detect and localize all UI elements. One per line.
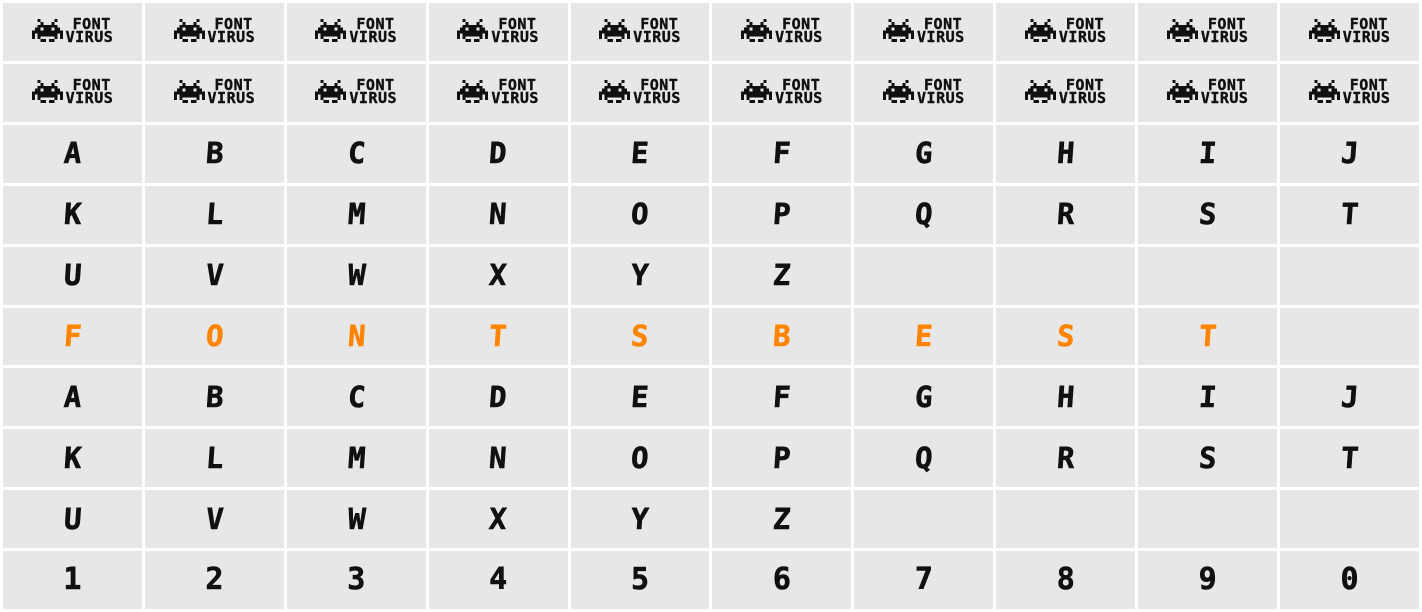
glyph-cell	[3, 429, 142, 487]
logo-text-line1: FONT	[782, 75, 821, 94]
glyph-4: 4	[489, 562, 508, 598]
glyph-9: 9	[1198, 562, 1217, 598]
logo-cell	[712, 3, 851, 61]
logo-cell	[571, 3, 710, 61]
glyph-cell	[429, 490, 568, 548]
glyph-cell	[3, 308, 142, 366]
empty-cell	[1138, 490, 1277, 548]
glyph-cell	[854, 186, 993, 244]
logo-text-line1: FONT	[498, 75, 537, 94]
glyph-a: A	[62, 136, 83, 171]
glyph-p: P	[772, 197, 792, 232]
glyph-cell	[429, 125, 568, 183]
glyph-cell	[1138, 551, 1277, 609]
glyph-f: F	[772, 136, 792, 171]
fontvirus-logo	[1025, 14, 1107, 46]
space-invader-icon	[741, 19, 772, 42]
logo-text	[1342, 14, 1391, 46]
glyph-r: R	[1055, 197, 1076, 232]
glyph-t: T	[488, 318, 509, 353]
logo-cell	[287, 64, 426, 122]
glyph-cell	[712, 429, 851, 487]
glyph-h: H	[1055, 136, 1076, 171]
logo-text-line1: FONT	[356, 75, 395, 94]
glyph-cell	[145, 247, 284, 305]
glyph-cell	[429, 368, 568, 426]
glyph-c: C	[346, 379, 367, 414]
logo-text-line1: FONT	[1349, 14, 1388, 33]
glyph-v: V	[204, 501, 225, 536]
logo-text-line1: FONT	[72, 14, 111, 33]
glyph-b: B	[204, 379, 225, 414]
logo-text	[633, 75, 681, 107]
glyph-s: S	[1197, 440, 1218, 475]
glyph-cell	[3, 247, 142, 305]
logo-text	[1058, 14, 1107, 46]
logo-text	[349, 14, 398, 46]
glyph-i: I	[1197, 379, 1218, 414]
glyph-cell	[854, 308, 993, 366]
glyph-cell	[996, 308, 1135, 366]
glyph-s: S	[630, 318, 650, 353]
glyph-cell	[145, 308, 284, 366]
logo-text-line2: VIRUS	[917, 88, 965, 107]
logo-text-line1: FONT	[1065, 75, 1105, 94]
empty-cell	[996, 490, 1135, 548]
glyph-cell	[854, 429, 993, 487]
logo-text-line1: FONT	[640, 75, 679, 94]
fontvirus-logo	[1025, 75, 1107, 107]
space-invader-icon	[174, 80, 205, 103]
empty-cell	[854, 247, 993, 305]
logo-cell	[287, 3, 426, 61]
glyph-cell	[145, 551, 284, 609]
glyph-cell	[287, 368, 426, 426]
glyph-e: E	[630, 379, 650, 414]
glyph-cell	[1280, 429, 1419, 487]
glyph-0: 0	[1340, 562, 1359, 598]
fontvirus-logo	[741, 75, 823, 107]
glyph-cell	[1138, 308, 1277, 366]
logo-text	[1200, 14, 1249, 46]
glyph-cell	[996, 125, 1135, 183]
glyph-s: S	[1055, 318, 1076, 353]
glyph-q: Q	[913, 440, 934, 475]
fontvirus-logo	[1167, 14, 1249, 46]
glyph-y: Y	[630, 501, 650, 536]
glyph-d: D	[488, 136, 509, 171]
glyph-t: T	[1197, 318, 1218, 353]
glyph-cell	[712, 551, 851, 609]
fontvirus-logo	[457, 75, 539, 107]
glyph-f: F	[772, 379, 792, 414]
glyph-d: D	[488, 379, 509, 414]
glyph-cell	[854, 368, 993, 426]
glyph-cell	[712, 490, 851, 548]
fontvirus-logo	[883, 14, 965, 46]
space-invader-icon	[741, 80, 772, 103]
glyph-t: T	[1339, 440, 1360, 475]
glyph-o: O	[204, 318, 225, 353]
logo-cell	[3, 3, 142, 61]
glyph-6: 6	[772, 562, 791, 598]
logo-text-line2: VIRUS	[633, 88, 681, 107]
logo-cell	[1280, 64, 1419, 122]
glyph-j: J	[1339, 136, 1360, 171]
empty-cell	[996, 247, 1135, 305]
glyph-cell	[287, 308, 426, 366]
logo-cell	[429, 3, 568, 61]
glyph-x: X	[488, 501, 509, 536]
logo-text	[491, 14, 539, 46]
logo-cell	[854, 3, 993, 61]
glyph-cell	[429, 429, 568, 487]
glyph-e: E	[630, 136, 650, 171]
fontvirus-logo	[32, 75, 114, 107]
glyph-cell	[3, 490, 142, 548]
glyph-i: I	[1197, 136, 1218, 171]
space-invader-icon	[457, 80, 488, 103]
glyph-cell	[3, 125, 142, 183]
logo-text-line2: VIRUS	[1200, 27, 1249, 46]
space-invader-icon	[315, 19, 346, 42]
logo-cell	[712, 64, 851, 122]
glyph-5: 5	[631, 562, 650, 598]
space-invader-icon	[883, 19, 914, 42]
glyph-n: N	[488, 440, 509, 475]
glyph-cell	[1138, 125, 1277, 183]
fontvirus-logo	[741, 14, 823, 46]
logo-cell	[1280, 3, 1419, 61]
glyph-cell	[287, 125, 426, 183]
empty-cell	[1280, 308, 1419, 366]
glyph-j: J	[1339, 379, 1360, 414]
glyph-a: A	[62, 379, 83, 414]
logo-text-line2: VIRUS	[1058, 88, 1107, 107]
space-invader-icon	[1025, 19, 1056, 42]
space-invader-icon	[1167, 80, 1198, 103]
space-invader-icon	[315, 80, 346, 103]
fontvirus-logo	[599, 75, 681, 107]
glyph-cell	[145, 490, 284, 548]
fontvirus-logo	[315, 75, 398, 107]
glyph-cell	[996, 368, 1135, 426]
logo-cell	[996, 64, 1135, 122]
logo-text-line1: FONT	[782, 14, 821, 33]
glyph-h: H	[1055, 379, 1076, 414]
fontvirus-logo	[457, 14, 539, 46]
glyph-u: U	[62, 258, 83, 293]
glyph-cell	[571, 551, 710, 609]
logo-text-line2: VIRUS	[65, 27, 114, 46]
empty-cell	[1138, 247, 1277, 305]
glyph-n: N	[346, 318, 367, 353]
logo-text-line2: VIRUS	[491, 27, 539, 46]
glyph-cell	[571, 125, 710, 183]
glyph-w: W	[346, 258, 367, 293]
space-invader-icon	[1167, 19, 1198, 42]
logo-text	[775, 14, 823, 46]
logo-text	[65, 75, 114, 107]
glyph-s: S	[1197, 197, 1218, 232]
glyph-cell	[996, 186, 1135, 244]
logo-text	[491, 75, 539, 107]
space-invader-icon	[174, 19, 205, 42]
logo-text-line2: VIRUS	[633, 27, 681, 46]
glyph-cell	[1138, 368, 1277, 426]
glyph-cell	[571, 308, 710, 366]
glyph-cell	[3, 368, 142, 426]
glyph-1: 1	[63, 562, 82, 598]
glyph-cell	[712, 247, 851, 305]
glyph-cell	[712, 308, 851, 366]
logo-text-line2: VIRUS	[1342, 88, 1391, 107]
glyph-k: K	[62, 197, 83, 232]
logo-text	[917, 75, 965, 107]
fontvirus-logo	[1309, 14, 1391, 46]
glyph-cell	[145, 429, 284, 487]
glyph-cell	[287, 490, 426, 548]
glyph-7: 7	[914, 562, 933, 598]
glyph-u: U	[62, 501, 83, 536]
fontvirus-logo	[174, 75, 256, 107]
space-invader-icon	[1025, 80, 1056, 103]
logo-text-line2: VIRUS	[1058, 27, 1107, 46]
glyph-cell	[1138, 186, 1277, 244]
glyph-e: E	[913, 318, 934, 353]
logo-text	[349, 75, 398, 107]
glyph-t: T	[1339, 197, 1360, 232]
fontvirus-logo	[174, 14, 256, 46]
glyph-g: G	[913, 136, 934, 171]
glyph-z: Z	[772, 501, 792, 536]
glyph-cell	[429, 186, 568, 244]
glyph-y: Y	[630, 258, 650, 293]
glyph-cell	[429, 247, 568, 305]
glyph-cell	[571, 490, 710, 548]
logo-text-line2: VIRUS	[491, 88, 539, 107]
glyph-c: C	[346, 136, 367, 171]
logo-text-line2: VIRUS	[917, 27, 965, 46]
logo-text	[1200, 75, 1249, 107]
fontvirus-logo	[315, 14, 398, 46]
glyph-8: 8	[1056, 562, 1075, 598]
logo-text-line1: FONT	[1065, 14, 1105, 33]
fontvirus-logo	[599, 14, 681, 46]
logo-text-line1: FONT	[1207, 14, 1246, 33]
empty-cell	[1280, 490, 1419, 548]
glyph-cell	[571, 186, 710, 244]
logo-text	[917, 14, 965, 46]
glyph-cell	[3, 551, 142, 609]
glyph-cell	[1280, 368, 1419, 426]
space-invader-icon	[457, 19, 488, 42]
logo-cell	[571, 64, 710, 122]
logo-cell	[996, 3, 1135, 61]
glyph-cell	[145, 125, 284, 183]
fontvirus-logo	[32, 14, 114, 46]
glyph-g: G	[913, 379, 934, 414]
glyph-2: 2	[205, 562, 224, 598]
glyph-cell	[712, 125, 851, 183]
space-invader-icon	[32, 80, 63, 103]
logo-text	[1058, 75, 1107, 107]
logo-text	[207, 75, 256, 107]
logo-text-line2: VIRUS	[1200, 88, 1249, 107]
glyph-m: M	[346, 197, 367, 232]
glyph-b: B	[772, 318, 792, 353]
glyph-cell	[1280, 125, 1419, 183]
logo-cell	[854, 64, 993, 122]
logo-text-line1: FONT	[214, 14, 253, 33]
glyph-cell	[1280, 551, 1419, 609]
logo-text	[1342, 75, 1391, 107]
logo-text-line1: FONT	[214, 75, 253, 94]
glyph-cell	[1138, 429, 1277, 487]
logo-text	[775, 75, 823, 107]
glyph-cell	[571, 368, 710, 426]
space-invader-icon	[599, 19, 630, 42]
logo-text-line2: VIRUS	[775, 27, 823, 46]
glyph-m: M	[346, 440, 367, 475]
space-invader-icon	[1309, 80, 1340, 103]
logo-text	[633, 14, 681, 46]
glyph-b: B	[204, 136, 225, 171]
glyph-cell	[287, 186, 426, 244]
logo-text-line1: FONT	[72, 75, 111, 94]
glyph-v: V	[204, 258, 225, 293]
glyph-w: W	[346, 501, 367, 536]
glyph-n: N	[488, 197, 509, 232]
logo-text	[207, 14, 256, 46]
glyph-cell	[712, 368, 851, 426]
space-invader-icon	[599, 80, 630, 103]
fontvirus-logo	[1167, 75, 1249, 107]
glyph-z: Z	[772, 258, 792, 293]
glyph-k: K	[62, 440, 83, 475]
glyph-cell	[996, 551, 1135, 609]
logo-text-line2: VIRUS	[207, 27, 256, 46]
glyph-q: Q	[913, 197, 934, 232]
glyph-cell	[145, 186, 284, 244]
glyph-l: L	[204, 197, 225, 232]
glyph-o: O	[630, 440, 650, 475]
glyph-3: 3	[347, 562, 366, 598]
logo-text-line1: FONT	[924, 14, 963, 33]
logo-text-line2: VIRUS	[207, 88, 256, 107]
glyph-x: X	[488, 258, 509, 293]
empty-cell	[854, 490, 993, 548]
logo-text-line2: VIRUS	[349, 88, 398, 107]
glyph-cell	[571, 429, 710, 487]
logo-text-line2: VIRUS	[775, 88, 823, 107]
glyph-o: O	[630, 197, 650, 232]
fontvirus-logo	[883, 75, 965, 107]
glyph-r: R	[1055, 440, 1076, 475]
glyph-f: F	[62, 318, 83, 353]
space-invader-icon	[883, 80, 914, 103]
logo-text-line2: VIRUS	[65, 88, 114, 107]
logo-cell	[1138, 3, 1277, 61]
glyph-p: P	[772, 440, 792, 475]
fontvirus-logo	[1309, 75, 1391, 107]
logo-cell	[145, 64, 284, 122]
glyph-cell	[3, 186, 142, 244]
glyph-cell	[1280, 186, 1419, 244]
logo-cell	[3, 64, 142, 122]
glyph-cell	[571, 247, 710, 305]
empty-cell	[1280, 247, 1419, 305]
logo-cell	[429, 64, 568, 122]
glyph-cell	[287, 247, 426, 305]
glyph-cell	[854, 551, 993, 609]
logo-text-line1: FONT	[356, 14, 395, 33]
logo-text	[65, 14, 114, 46]
logo-text-line1: FONT	[1349, 75, 1388, 94]
logo-text-line1: FONT	[640, 14, 679, 33]
glyph-cell	[996, 429, 1135, 487]
logo-text-line2: VIRUS	[349, 27, 398, 46]
logo-text-line1: FONT	[924, 75, 963, 94]
space-invader-icon	[1309, 19, 1340, 42]
logo-text-line1: FONT	[498, 14, 537, 33]
glyph-cell	[712, 186, 851, 244]
glyph-cell	[429, 551, 568, 609]
logo-text-line2: VIRUS	[1342, 27, 1391, 46]
space-invader-icon	[32, 19, 63, 42]
glyph-cell	[854, 125, 993, 183]
logo-cell	[1138, 64, 1277, 122]
glyph-cell	[287, 429, 426, 487]
glyph-l: L	[204, 440, 225, 475]
glyph-cell	[429, 308, 568, 366]
logo-cell	[145, 3, 284, 61]
glyph-cell	[287, 551, 426, 609]
logo-text-line1: FONT	[1207, 75, 1246, 94]
glyph-cell	[145, 368, 284, 426]
